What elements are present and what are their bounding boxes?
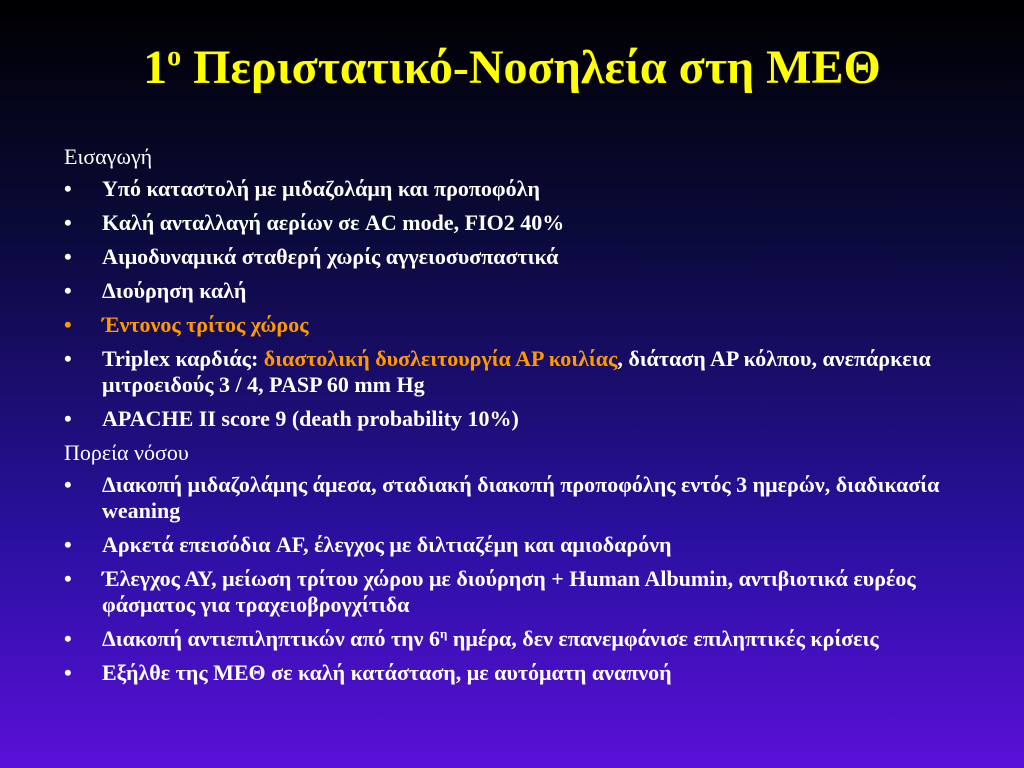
list-item-text: Εξήλθε της ΜΕΘ σε καλή κατάσταση, με αυτόματη αναπνοή <box>102 660 672 685</box>
slide-title <box>0 40 1024 96</box>
title-number: 1 <box>143 41 168 94</box>
list-item <box>64 472 964 524</box>
bullet-glyph: • <box>64 210 72 235</box>
list-item <box>64 176 964 202</box>
bullet-glyph: • <box>64 660 72 685</box>
bullet-glyph: • <box>64 566 72 591</box>
list-item-text: Διούρηση καλή <box>102 278 247 303</box>
list-item-text: Αιμοδυναμικά σταθερή χωρίς αγγειοσυσπαστικά <box>102 244 559 269</box>
list-item <box>64 566 964 618</box>
list-item <box>64 626 964 652</box>
section-heading-admission: Εισαγωγή <box>64 144 153 169</box>
list-item <box>64 210 964 236</box>
list-item <box>64 406 964 432</box>
list-item <box>64 660 964 686</box>
section-heading-course: Πορεία νόσου <box>64 440 189 465</box>
list-item-text: Υπό καταστολή με μιδαζολάμη και προποφόλη <box>102 176 540 201</box>
list-item-text: Έλεγχος ΑΥ, μείωση τρίτου χώρου με διούρηση + Human Albumin, αντιβιοτικά ευρέος φάσματος για τραχειοβρογχίτιδα <box>102 566 916 617</box>
list-item-text: Καλή ανταλλαγή αερίων σε AC mode, FIO2 40% <box>102 210 565 235</box>
list-item-text: Αρκετά επεισόδια AF, έλεγχος με διλτιαζέμη και αμιοδαρόνη <box>102 532 672 557</box>
bullet-glyph: • <box>64 278 72 303</box>
list-item <box>64 278 964 304</box>
bullet-glyph: • <box>64 472 72 497</box>
list-item-text: ημέρα, δεν επανεμφάνισε επιληπτικές κρίσεις <box>447 626 879 651</box>
bullet-glyph: • <box>64 406 72 431</box>
list-item <box>64 244 964 270</box>
list-item-text: , διάταση ΑΡ κόλπου, ανεπάρκεια μιτροειδούς 3 / 4, PASP 60 mm Hg <box>102 346 931 397</box>
list-item-ordinal: η <box>439 626 448 641</box>
bullet-glyph: • <box>64 532 72 557</box>
list-item-text: Έντονος τρίτος χώρος <box>102 312 309 337</box>
slide-content <box>64 140 964 694</box>
list-item <box>64 346 964 398</box>
list-item-highlight: διαστολική δυσλειτουργία ΑΡ κοιλίας <box>263 346 618 371</box>
title-text: Περιστατικό-Νοσηλεία στη ΜΕΘ <box>181 41 881 94</box>
bullet-glyph: • <box>64 626 72 651</box>
list-item <box>64 532 964 558</box>
bullet-glyph: • <box>64 244 72 269</box>
bullet-glyph: • <box>64 346 72 371</box>
bullet-glyph: • <box>64 312 72 337</box>
list-item-text: Διακοπή αντιεπιληπτικών από την 6 <box>102 626 440 651</box>
list-item-highlighted <box>64 312 964 338</box>
title-ordinal: ο <box>167 41 182 72</box>
bullet-glyph: • <box>64 176 72 201</box>
list-item-text: APACHE II score 9 (death probability 10%) <box>102 406 519 431</box>
list-item-text: Triplex καρδιάς: <box>102 346 264 371</box>
list-item-text: Διακοπή μιδαζολάμης άμεσα, σταδιακή διακοπή προποφόλης εντός 3 ημερών, διαδικασία weaning <box>102 472 940 523</box>
